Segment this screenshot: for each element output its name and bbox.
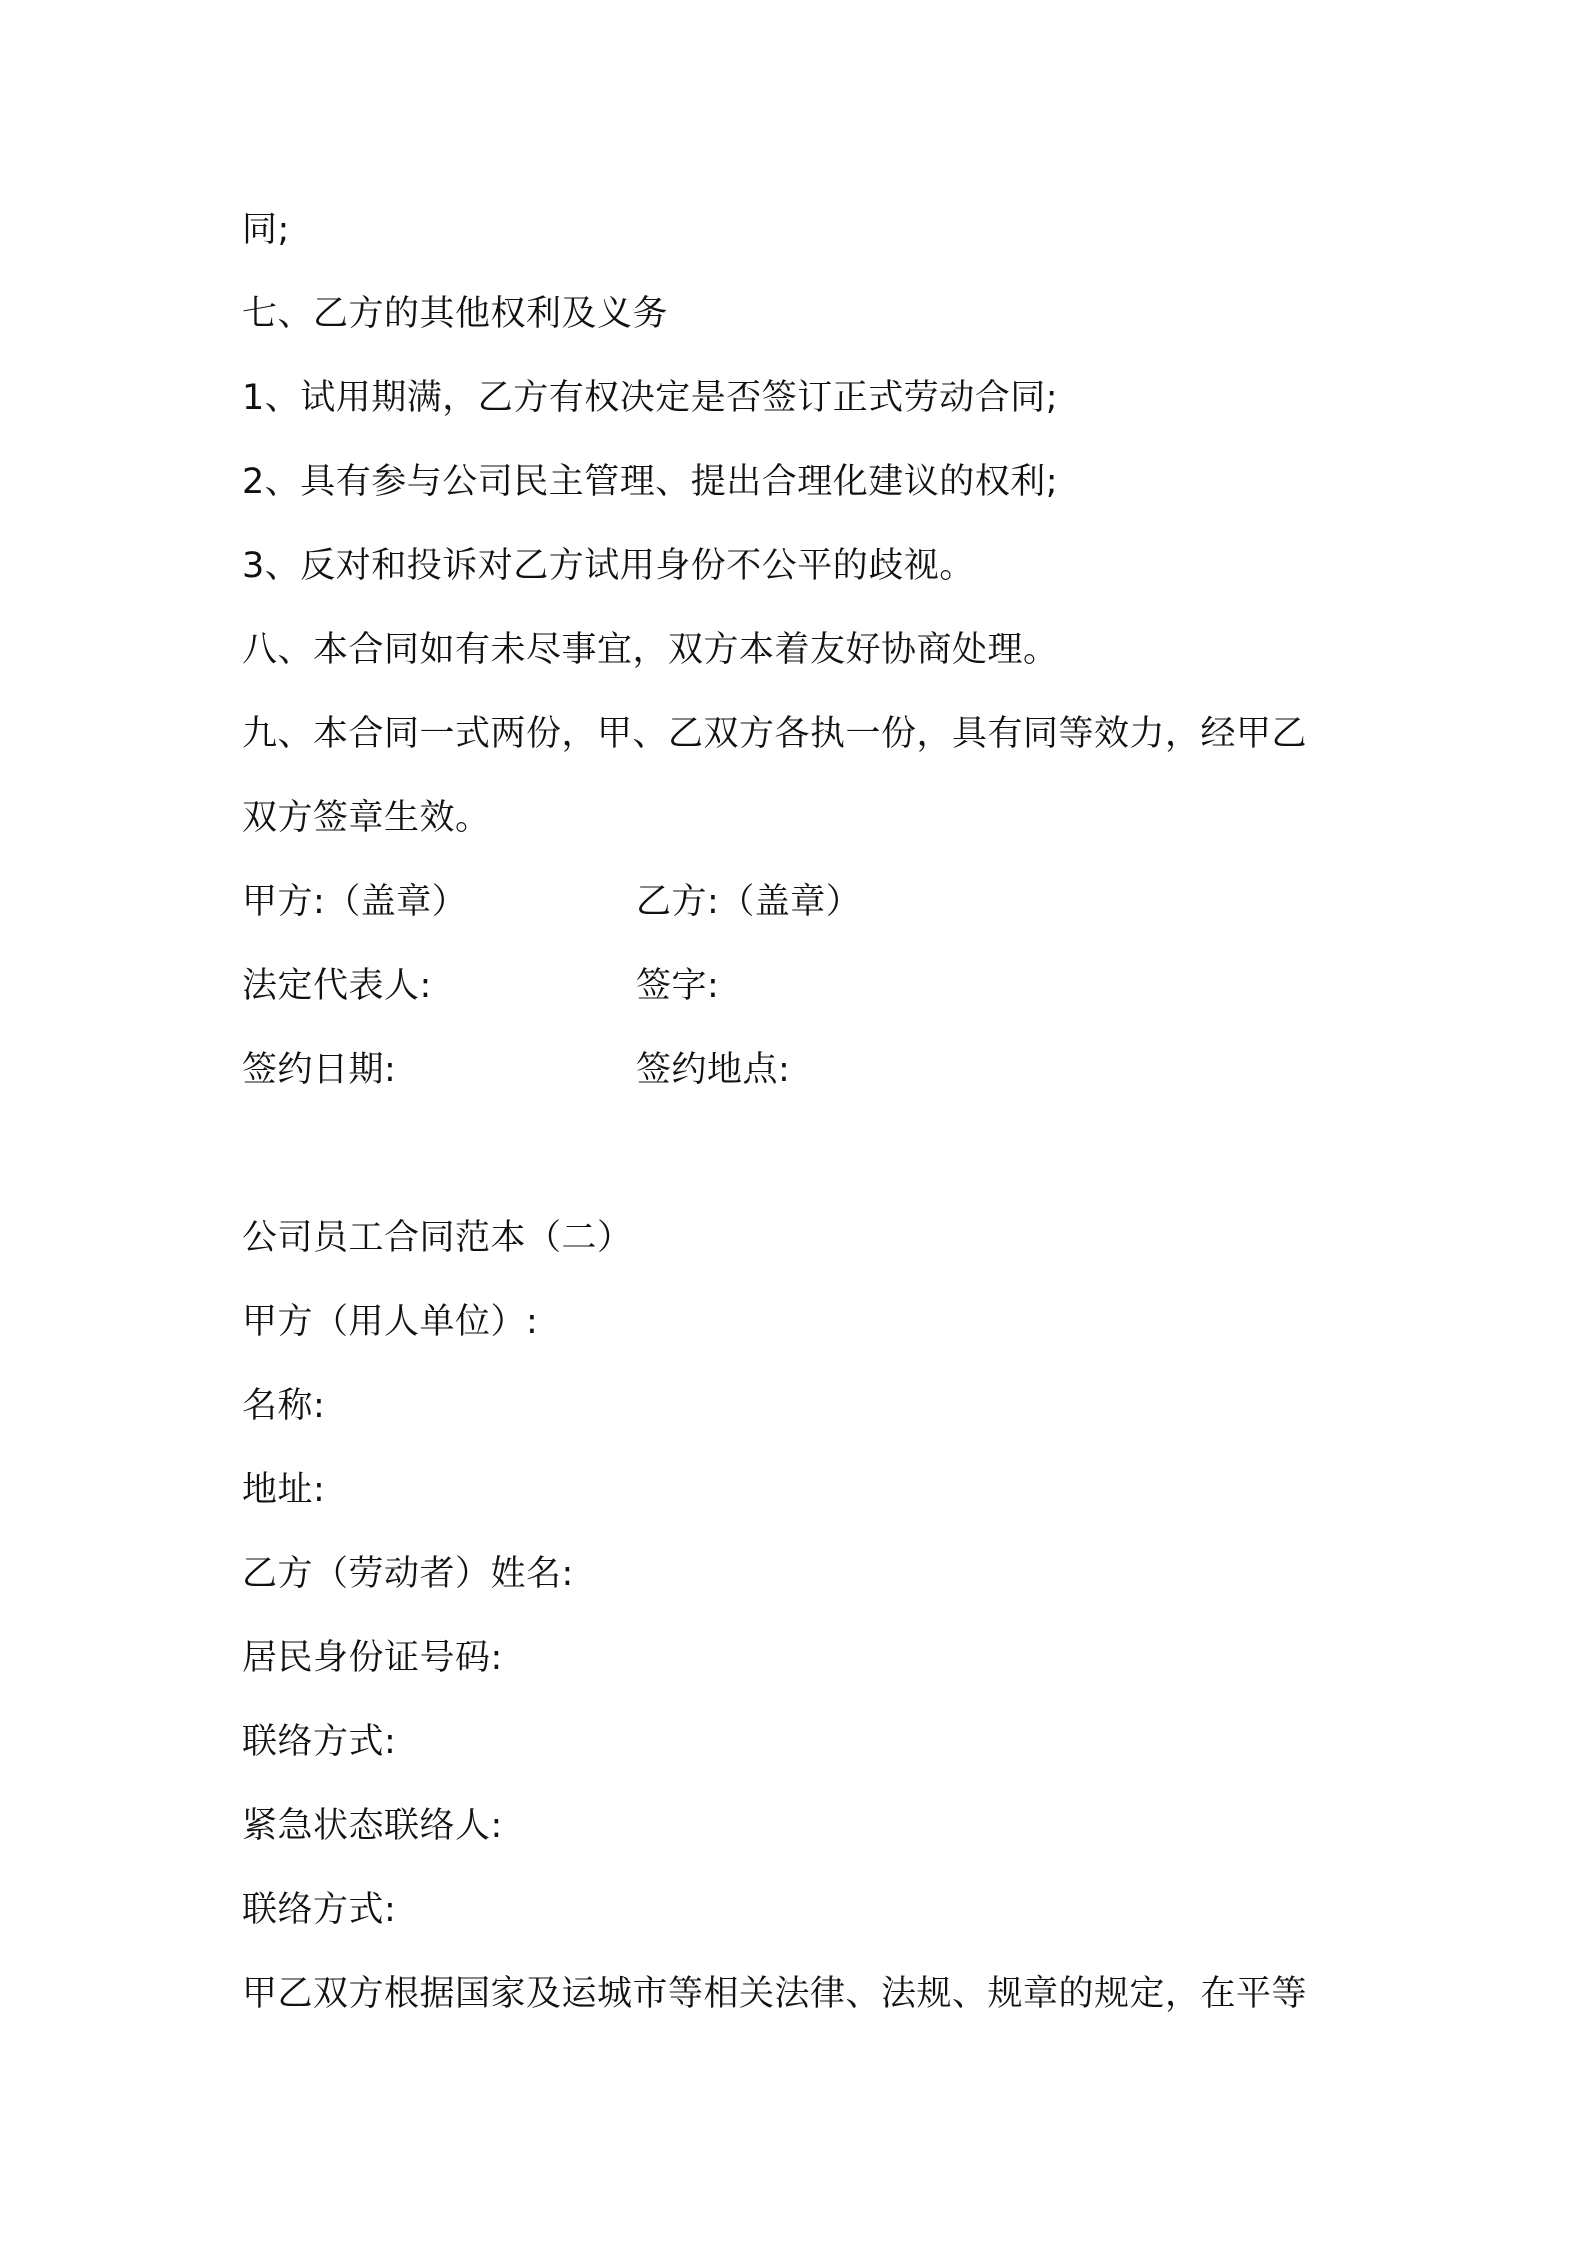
legal-representative-label: 法定代表人: [242,966,432,1006]
text-line: 3、反对和投诉对乙方试用身份不公平的歧视。 [242,546,975,586]
party-b-seal: 乙方:（盖章） [636,882,862,922]
address-label: 地址: [242,1470,326,1510]
section-title: 公司员工合同范本（二） [242,1218,633,1258]
text-line: 1、试用期满，乙方有权决定是否签订正式劳动合同; [242,378,1059,418]
employee-name-label: 乙方（劳动者）姓名: [242,1554,574,1594]
id-number-label: 居民身份证号码: [242,1638,503,1678]
signing-date-label: 签约日期: [242,1050,397,1090]
employer-label: 甲方（用人单位）: [242,1302,539,1342]
party-a-seal: 甲方:（盖章） [242,882,468,922]
emergency-contact-method-label: 联络方式: [242,1890,397,1930]
text-line: 甲乙双方根据国家及运城市等相关法律、法规、规章的规定，在平等 [242,1974,1308,2014]
signing-place-label: 签约地点: [636,1050,791,1090]
section-heading-8: 八、本合同如有未尽事宜，双方本着友好协商处理。 [242,630,1059,670]
contact-label: 联络方式: [242,1722,397,1762]
emergency-contact-label: 紧急状态联络人: [242,1806,503,1846]
text-line: 同; [242,210,290,250]
signature-label: 签字: [636,966,720,1006]
section-heading-7: 七、乙方的其他权利及义务 [242,294,669,334]
text-line: 双方签章生效。 [242,798,491,838]
name-label: 名称: [242,1386,326,1426]
section-heading-9: 九、本合同一式两份，甲、乙双方各执一份，具有同等效力，经甲乙 [242,714,1308,754]
text-line: 2、具有参与公司民主管理、提出合理化建议的权利; [242,462,1059,502]
